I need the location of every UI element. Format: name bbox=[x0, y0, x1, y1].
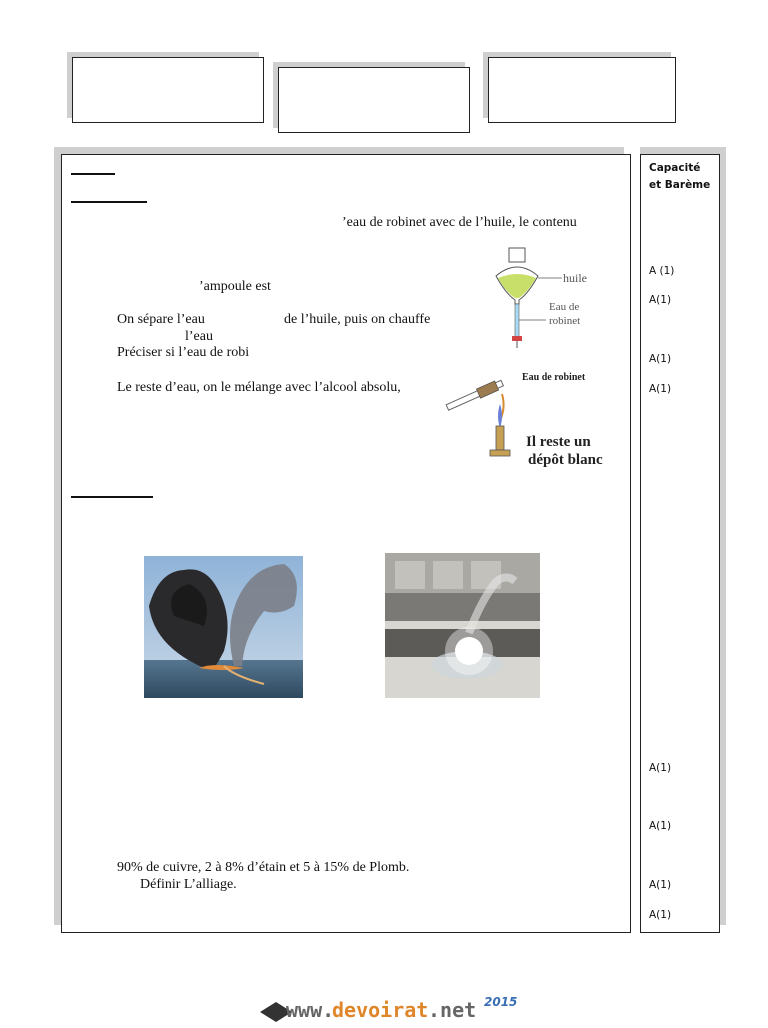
footer-year: 2015 bbox=[484, 995, 518, 1009]
heading-underline-2 bbox=[71, 201, 147, 203]
exercise1-intro: ’eau de robinet avec de l’huile, le contenu bbox=[342, 215, 577, 230]
heading-underline-1 bbox=[71, 173, 115, 175]
exercise1-question2-part-a: On sépare l’eau bbox=[117, 312, 205, 327]
exercise1-question3: Le reste d’eau, on le mélange avec l’alcool absolu, bbox=[117, 380, 401, 395]
main-frame-shadow-top bbox=[54, 147, 624, 154]
burner-caption-1: Il reste un bbox=[526, 434, 591, 450]
exercise1-question1: ’ampoule est bbox=[199, 279, 271, 294]
burner-label-water: Eau de robinet bbox=[522, 372, 586, 383]
header-box-center bbox=[278, 67, 470, 133]
funnel-label-water-2: robinet bbox=[549, 315, 581, 327]
funnel-label-water-1: Eau de bbox=[549, 301, 580, 313]
score-label: A(1) bbox=[649, 909, 672, 921]
side-frame-shadow-top bbox=[640, 147, 726, 154]
score-label: A(1) bbox=[649, 294, 672, 306]
oil-fire-photo bbox=[144, 556, 303, 698]
score-label: A (1) bbox=[649, 265, 675, 277]
alloy-composition: 90% de cuivre, 2 à 8% d’étain et 5 à 15% de Plomb. bbox=[117, 860, 410, 875]
funnel-label-oil: huile bbox=[563, 271, 587, 285]
main-frame-shadow-left bbox=[54, 147, 61, 925]
burner-caption-2: dépôt blanc bbox=[528, 452, 603, 468]
lab-combustion-photo bbox=[385, 553, 540, 698]
alloy-question: Définir L’alliage. bbox=[140, 877, 237, 892]
separatory-funnel-figure bbox=[488, 244, 598, 350]
header-box-right bbox=[488, 57, 676, 123]
score-label: A(1) bbox=[649, 879, 672, 891]
footer-logo[interactable] bbox=[256, 992, 526, 1024]
exercise1-question2-line2: l’eau bbox=[185, 329, 213, 344]
heading-underline-3 bbox=[71, 496, 153, 498]
header-box-left bbox=[72, 57, 264, 123]
burner-figure bbox=[440, 364, 610, 472]
side-frame-shadow-right bbox=[719, 147, 726, 925]
svg-text:.net: .net bbox=[428, 998, 477, 1022]
svg-text:devoirat: devoirat bbox=[332, 998, 429, 1022]
sidebar-title: Capacité et Barème bbox=[649, 162, 711, 191]
score-label: A(1) bbox=[649, 353, 672, 365]
footer-site: www. bbox=[286, 998, 335, 1022]
exercise1-question2-line3: Préciser si l’eau de robi bbox=[117, 345, 250, 360]
score-label: A(1) bbox=[649, 820, 672, 832]
exercise1-question2-part-b: de l’huile, puis on chauffe bbox=[284, 312, 431, 327]
score-label: A(1) bbox=[649, 762, 672, 774]
score-label: A(1) bbox=[649, 383, 672, 395]
